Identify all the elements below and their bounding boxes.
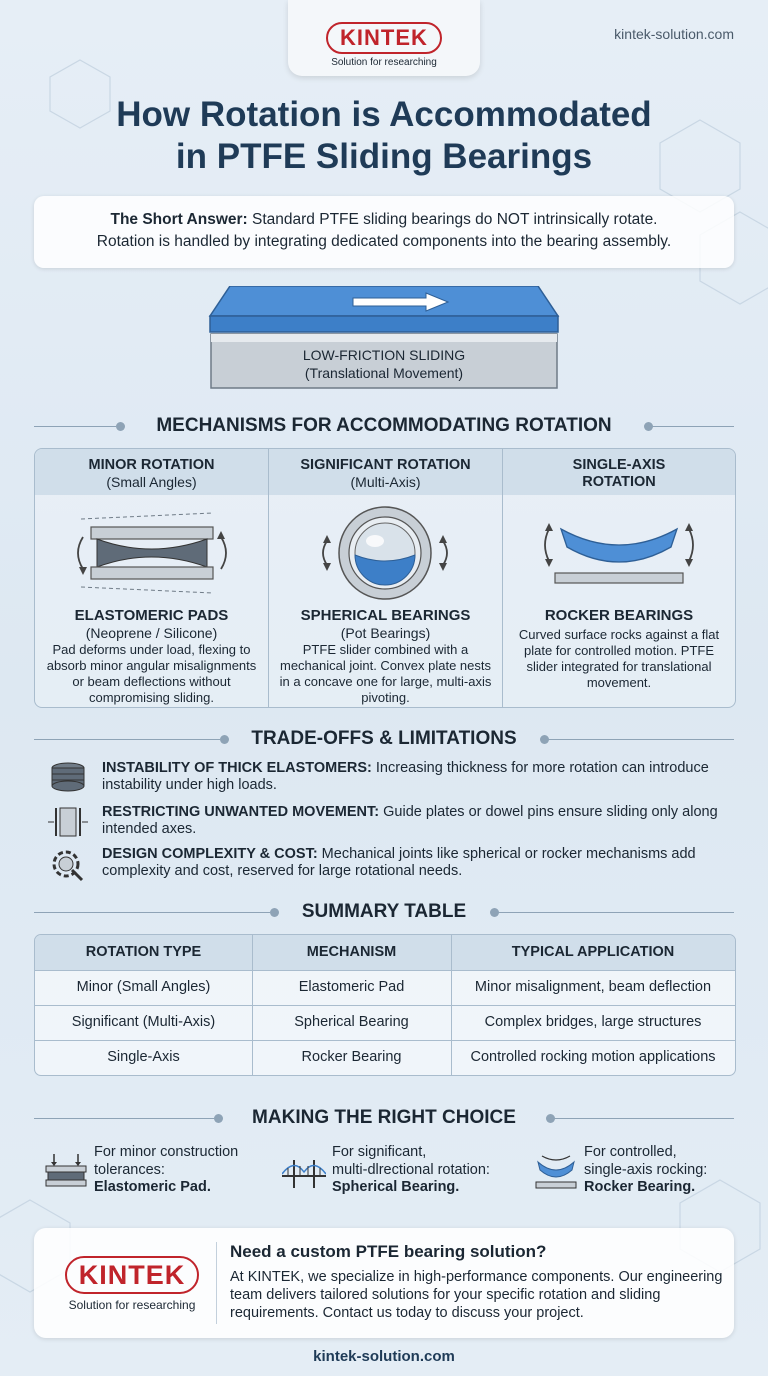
mechanism-header-title: MINOR ROTATION bbox=[88, 457, 215, 473]
choice-line-2: single-axis rocking: bbox=[584, 1161, 708, 1178]
rocker-bearing-icon bbox=[534, 1154, 578, 1190]
choice-line-2: tolerances: bbox=[94, 1161, 165, 1178]
tradeoff-item bbox=[48, 760, 728, 796]
tradeoff-item bbox=[48, 846, 728, 882]
mechanism-elastomeric bbox=[35, 449, 268, 707]
choice-answer: Spherical Bearing. bbox=[332, 1179, 460, 1195]
table-row bbox=[35, 1040, 735, 1075]
summary-table bbox=[34, 934, 736, 1076]
choice-section-header bbox=[34, 1106, 734, 1130]
kintek-logo: KINTEK bbox=[65, 1256, 200, 1294]
kintek-logo: KINTEK bbox=[326, 22, 442, 54]
tradeoff-title: RESTRICTING UNWANTED MOVEMENT: bbox=[102, 804, 380, 820]
choice-text bbox=[94, 1144, 294, 1197]
sliding-title: LOW-FRICTION SLIDING bbox=[302, 347, 466, 363]
table-header-row bbox=[35, 935, 735, 970]
cta-logo[interactable] bbox=[52, 1256, 212, 1312]
choice-answer: Elastomeric Pad. bbox=[94, 1179, 211, 1195]
mechanism-subname: (Neoprene / Silicone) bbox=[85, 625, 218, 641]
table-cell: Spherical Bearing bbox=[294, 1014, 409, 1030]
table-cell: Significant (Multi-Axis) bbox=[71, 1014, 216, 1030]
mechanism-header-sub: (Small Angles) bbox=[106, 474, 197, 490]
mechanism-header-sub: (Multi-Axis) bbox=[350, 474, 421, 490]
bridge-icon bbox=[282, 1154, 326, 1190]
guide-plate-icon bbox=[48, 804, 88, 840]
website-link-top[interactable]: kintek-solution.com bbox=[614, 26, 734, 42]
table-cell: Controlled rocking motion applications bbox=[470, 1049, 716, 1065]
elastomeric-pad-icon bbox=[44, 1154, 88, 1190]
mechanism-subname: (Pot Bearings) bbox=[340, 625, 431, 641]
tradeoff-text bbox=[102, 760, 722, 794]
summary-section-header bbox=[34, 900, 734, 924]
choice-heading: MAKING THE RIGHT CHOICE bbox=[252, 1107, 516, 1128]
tradeoff-desc: Increasing thickness for more rotation can introduce instability under high loads. bbox=[102, 760, 709, 793]
table-cell: Minor misalignment, beam deflection bbox=[474, 979, 712, 995]
mechanism-description: PTFE slider combined with a mechanical joint. Convex plate nests in a concave one for large, multi-axis pivoting. bbox=[279, 642, 492, 705]
choice-text bbox=[332, 1144, 522, 1197]
gear-magnifier-icon bbox=[48, 846, 88, 882]
table-cell: Elastomeric Pad bbox=[298, 979, 405, 995]
mechanism-description: Pad deforms under load, flexing to absorb minor angular misalignments or beam deflections without compromising sliding. bbox=[46, 642, 257, 705]
page-title bbox=[0, 94, 768, 178]
table-cell: Rocker Bearing bbox=[301, 1049, 402, 1065]
tradeoff-title: DESIGN COMPLEXITY & COST: bbox=[102, 846, 318, 862]
mechanisms-heading: MECHANISMS FOR ACCOMMODATING ROTATION bbox=[156, 415, 612, 436]
short-answer-text-1: Standard PTFE sliding bearings do NOT intrinsically rotate. bbox=[247, 211, 658, 228]
tradeoff-title: INSTABILITY OF THICK ELASTOMERS: bbox=[102, 760, 372, 776]
table-row bbox=[35, 970, 735, 1005]
mechanism-rocker bbox=[503, 449, 735, 707]
sliding-label bbox=[208, 346, 560, 382]
rocker-bearing-icon bbox=[503, 501, 735, 601]
short-answer-text-2: Rotation is handled by integrating dedicated components into the bearing assembly. bbox=[96, 233, 672, 250]
title-line-1: How Rotation is Accommodated bbox=[116, 95, 652, 134]
tradeoffs-heading: TRADE-OFFS & LIMITATIONS bbox=[251, 728, 517, 749]
mechanism-header bbox=[269, 449, 502, 495]
table-cell: Minor (Small Angles) bbox=[76, 979, 211, 995]
choice-line-2: multi-dlrectional rotation: bbox=[332, 1161, 490, 1178]
tradeoffs-section-header bbox=[34, 727, 734, 751]
mechanisms-section-header bbox=[34, 414, 734, 438]
choice-line-1: For minor construction bbox=[94, 1144, 239, 1160]
mechanism-header bbox=[503, 449, 735, 495]
mechanisms-panel bbox=[34, 448, 736, 708]
logo-tagline: Solution for researching bbox=[331, 57, 437, 68]
table-header-cell: ROTATION TYPE bbox=[85, 944, 202, 960]
cta-body: At KINTEK, we specialize in high-performance components. Our engineering team delivers tailored solutions for your specific rotation and sliding requirements. Contact us today to discuss your project. bbox=[230, 1269, 723, 1321]
summary-heading: SUMMARY TABLE bbox=[301, 901, 467, 922]
sliding-illustration bbox=[208, 286, 560, 392]
table-cell: Complex bridges, large structures bbox=[484, 1014, 702, 1030]
choice-answer: Rocker Bearing. bbox=[584, 1179, 696, 1195]
mechanism-name: SPHERICAL BEARINGS bbox=[300, 607, 471, 624]
choice-text bbox=[584, 1144, 734, 1197]
title-line-2: in PTFE Sliding Bearings bbox=[175, 137, 593, 176]
stacked-discs-icon bbox=[48, 760, 88, 796]
mechanism-spherical bbox=[269, 449, 502, 707]
choice-item-spherical bbox=[282, 1144, 522, 1204]
mechanism-header-title: SIGNIFICANT ROTATION bbox=[300, 457, 471, 473]
tradeoff-item bbox=[48, 804, 728, 840]
cta-title: Need a custom PTFE bearing solution? bbox=[230, 1242, 547, 1261]
contact-card bbox=[34, 1228, 734, 1338]
tradeoff-text bbox=[102, 804, 722, 838]
choice-item-rocker bbox=[534, 1144, 734, 1204]
mechanism-header bbox=[35, 449, 268, 495]
mechanism-header-sub: ROTATION bbox=[582, 474, 656, 490]
tradeoff-desc: Mechanical joints like spherical or rocker mechanisms add complexity and cost, reserved for large rotational needs. bbox=[102, 846, 696, 879]
table-header-cell: MECHANISM bbox=[306, 944, 397, 960]
header-logo-tab[interactable] bbox=[288, 0, 480, 76]
tradeoff-desc: Guide plates or dowel pins ensure sliding only along intended axes. bbox=[102, 804, 718, 837]
short-answer-box bbox=[34, 196, 734, 268]
tradeoff-text bbox=[102, 846, 722, 880]
logo-tagline: Solution for researching bbox=[68, 1298, 196, 1312]
choice-item-elastomeric bbox=[44, 1144, 264, 1204]
table-header-cell: TYPICAL APPLICATION bbox=[511, 944, 675, 960]
mechanism-header-title: SINGLE-AXIS bbox=[572, 457, 666, 473]
elastomeric-pad-icon bbox=[35, 501, 268, 601]
choice-line-1: For controlled, bbox=[584, 1144, 677, 1160]
table-cell: Single-Axis bbox=[107, 1049, 180, 1065]
choice-line-1: For significant, bbox=[332, 1144, 427, 1160]
short-answer-label: The Short Answer: bbox=[110, 211, 248, 228]
table-row bbox=[35, 1005, 735, 1040]
mechanism-name: ROCKER BEARINGS bbox=[544, 607, 694, 624]
website-link-bottom[interactable]: kintek-solution.com bbox=[313, 1348, 455, 1365]
spherical-bearing-icon bbox=[269, 497, 502, 605]
mechanism-description: Curved surface rocks against a flat plate for controlled motion. PTFE slider integrated for translational movement. bbox=[518, 627, 720, 690]
mechanism-name: ELASTOMERIC PADS bbox=[74, 607, 229, 624]
sliding-subtitle: (Translational Movement) bbox=[304, 365, 464, 381]
short-answer-line-1 bbox=[34, 209, 734, 231]
